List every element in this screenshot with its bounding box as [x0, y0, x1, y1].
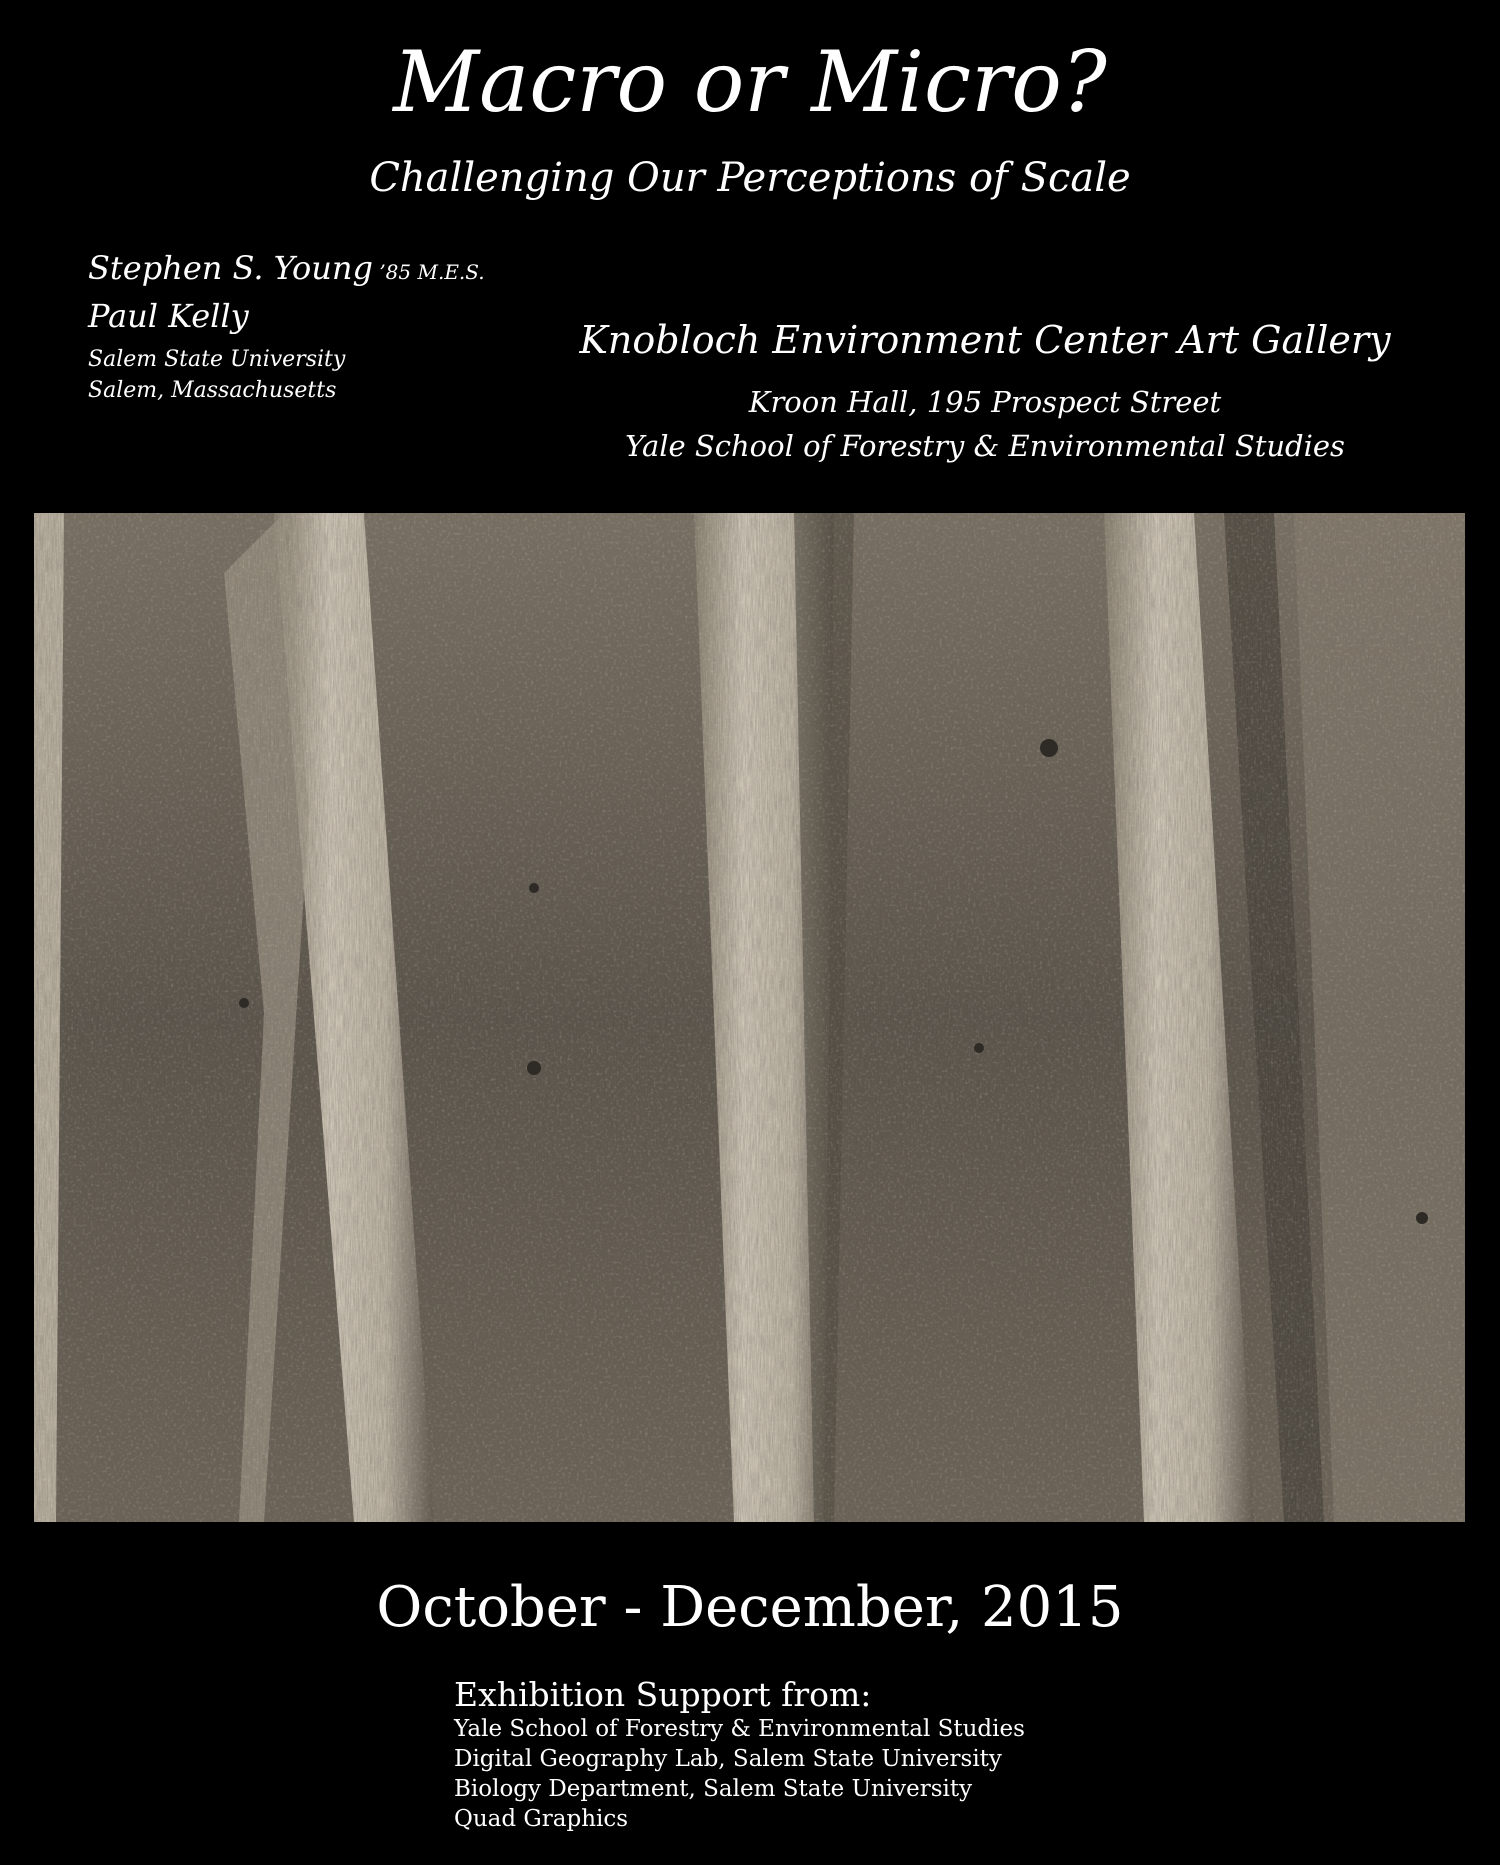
affiliation-line-1: Salem State University: [88, 347, 346, 372]
poster-title: Macro or Micro?: [393, 33, 1107, 131]
author-affiliation: [88, 344, 485, 406]
authors-block: [88, 246, 485, 406]
author-1: [88, 246, 485, 294]
exhibition-photo: [34, 513, 1465, 1522]
author-1-degree: ’85 M.E.S.: [372, 260, 485, 284]
street-address: 195 Prospect Street: [917, 385, 1222, 419]
venue-block: [520, 318, 1450, 468]
venue-address: [520, 380, 1450, 468]
address-line: [520, 380, 1450, 424]
author-2: [88, 294, 485, 338]
sponsor-2: Digital Geography Lab, Salem State University: [454, 1746, 1002, 1772]
sponsor-3: Biology Department, Salem State University: [454, 1776, 973, 1802]
sponsor-4: Quad Graphics: [454, 1806, 629, 1832]
author-2-name: Paul Kelly: [88, 297, 249, 335]
author-1-name: Stephen S. Young: [88, 249, 373, 287]
school-name: Yale School of Forestry & Environmental Studies: [625, 429, 1345, 463]
exhibition-support: [454, 1676, 1025, 1834]
building-name: Kroon Hall,: [748, 385, 918, 419]
sponsor-1: Yale School of Forestry & Environmental Studies: [454, 1716, 1025, 1742]
poster-subtitle: Challenging Our Perceptions of Scale: [369, 155, 1131, 201]
affiliation-line-2: Salem, Massachusetts: [88, 378, 337, 403]
gallery-name: Knobloch Environment Center Art Gallery: [579, 318, 1391, 362]
exhibition-dates: October - December, 2015: [376, 1575, 1124, 1640]
photo-texture: [34, 513, 1465, 1522]
support-heading: Exhibition Support from:: [454, 1675, 872, 1714]
